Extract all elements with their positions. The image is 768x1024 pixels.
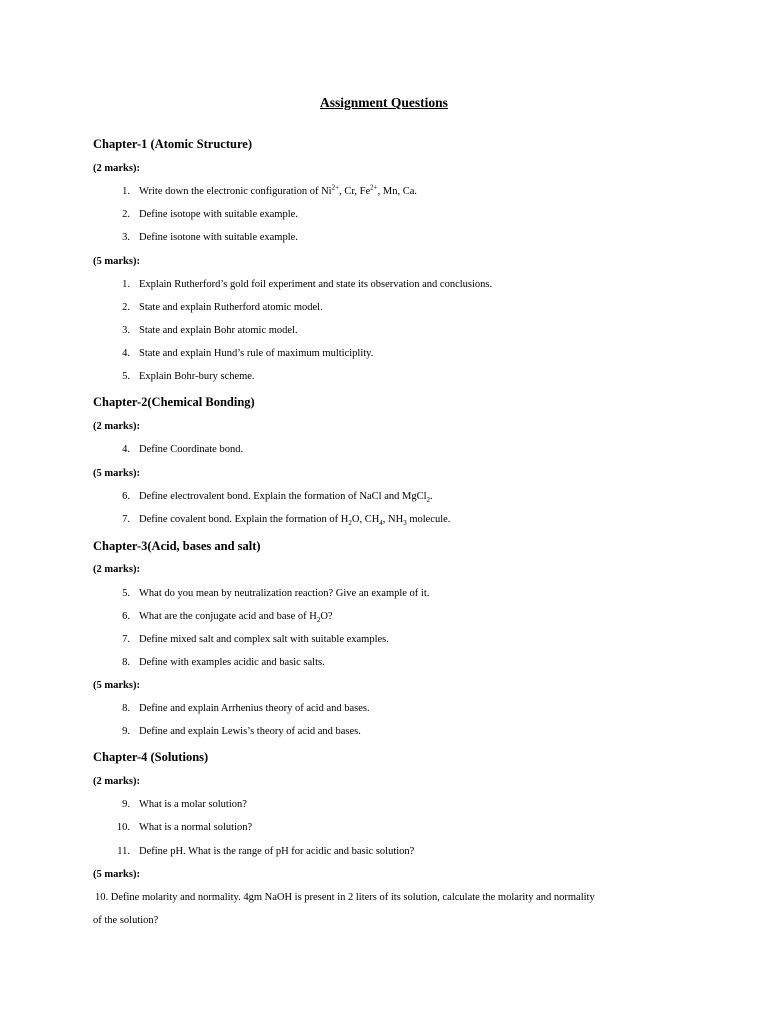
question-text: State and explain Rutherford atomic model. [139, 302, 323, 313]
question-item [110, 371, 255, 382]
subscript: 4 [379, 519, 383, 528]
question-item [110, 232, 298, 243]
question-number: 11. [117, 846, 130, 857]
chapter-4-2-marks-label: (2 marks): [93, 776, 140, 787]
question-item [110, 325, 298, 336]
question-text: O, CH [351, 514, 380, 525]
question-number: 9. [122, 726, 130, 737]
question-item [110, 514, 451, 528]
question-text: O? [320, 611, 333, 622]
question-number: 1. [122, 186, 130, 197]
question-item [110, 348, 373, 359]
question-text: Define mixed salt and complex salt with suitable examples. [139, 634, 389, 645]
question-text: What are the conjugate acid and base of H [139, 611, 317, 622]
chapter-3-5-marks-label: (5 marks): [93, 680, 140, 691]
question-text: Define isotone with suitable example. [139, 232, 298, 243]
question-item [110, 183, 417, 197]
question-item [110, 444, 243, 455]
question-text: Define and explain Arrhenius theory of acid and bases. [139, 703, 370, 714]
question-number: 2. [122, 209, 130, 220]
question-text: Define Coordinate bond. [139, 444, 244, 455]
superscript: 2+ [370, 183, 378, 192]
question-text: , NH [382, 514, 404, 525]
question-text: . [430, 491, 433, 502]
question-number: 6. [122, 611, 130, 622]
question-number: 8. [122, 657, 130, 668]
question-number: 1. [122, 279, 130, 290]
question-number: 7. [122, 514, 130, 525]
chapter-1-2-marks-label: (2 marks): [93, 163, 140, 174]
question-text: , Cr, Fe [339, 186, 371, 197]
question-text: Define pH. What is the range of pH for acidic and basic solution? [139, 846, 415, 857]
chapter-1-5-marks-label: (5 marks): [93, 256, 140, 267]
question-text: Explain Rutherford’s gold foil experiment and state its observation and conclusions. [139, 279, 493, 290]
question-number: 7. [122, 634, 130, 645]
question-text: Define covalent bond. Explain the formation of H [139, 514, 349, 525]
question-text: Define and explain Lewis’s theory of acid and bases. [139, 726, 361, 737]
question-text: , Mn, Ca. [377, 186, 417, 197]
chapter-3-2-marks-label: (2 marks): [93, 564, 140, 575]
question-item [110, 822, 252, 833]
chapter-2-5-marks-label: (5 marks): [93, 468, 140, 479]
question-number: 5. [122, 371, 130, 382]
chapter-1-heading: Chapter-1 (Atomic Structure) [93, 137, 252, 151]
question-text: State and explain Hund’s rule of maximum multiciplity. [139, 348, 374, 359]
question-text: What is a normal solution? [139, 822, 253, 833]
question-item [110, 634, 389, 645]
subscript: 3 [403, 519, 407, 528]
subscript: 2 [316, 616, 321, 625]
question-number: 4. [122, 444, 130, 455]
question-item [110, 279, 492, 290]
chapter-4-5-marks-label: (5 marks): [93, 869, 140, 880]
question-item [110, 703, 370, 714]
question-number: 5. [122, 588, 130, 599]
chapter-2-2-marks-label: (2 marks): [93, 421, 140, 432]
question-text: Define electrovalent bond. Explain the formation of NaCl and MgCl [139, 491, 427, 502]
question-text: Explain Bohr-bury scheme. [139, 371, 255, 382]
question-text-line: 10. Define molarity and normality. 4gm NaOH is present in 2 liters of its solution, calculate the molarity and normality [95, 892, 595, 903]
question-number: 9. [122, 799, 130, 810]
question-item [110, 302, 323, 313]
question-number: 3. [122, 232, 130, 243]
question-number: 10. [116, 822, 130, 833]
question-item [110, 799, 247, 810]
question-item [110, 846, 414, 857]
question-text: State and explain Bohr atomic model. [139, 325, 298, 336]
question-number: 8. [122, 703, 130, 714]
question-text: What do you mean by neutralization reaction? Give an example of it. [139, 588, 430, 599]
question-text: Write down the electronic configuration of Ni [139, 186, 332, 197]
chapter-3-heading: Chapter-3(Acid, bases and salt) [93, 539, 261, 553]
question-number: 3. [122, 325, 130, 336]
chapter-2-heading: Chapter-2(Chemical Bonding) [93, 395, 255, 409]
question-text-line: of the solution? [93, 915, 159, 926]
page-title: Assignment Questions [320, 95, 448, 110]
subscript: 2 [426, 496, 431, 505]
subscript: 2 [348, 519, 352, 528]
superscript: 2+ [331, 183, 340, 192]
question-number: 2. [122, 302, 130, 313]
question-text: molecule. [406, 514, 451, 525]
question-item [110, 491, 433, 505]
question-number: 4. [122, 348, 130, 359]
question-item [110, 209, 298, 220]
question-item [110, 726, 361, 737]
question-text: Define isotope with suitable example. [139, 209, 298, 220]
question-text: What is a molar solution? [139, 799, 247, 810]
chapter-4-heading: Chapter-4 (Solutions) [93, 750, 209, 764]
question-item [110, 657, 325, 668]
question-item [110, 588, 429, 599]
question-item [110, 611, 333, 625]
question-text: Define with examples acidic and basic salts. [139, 657, 325, 668]
question-number: 6. [122, 491, 130, 502]
